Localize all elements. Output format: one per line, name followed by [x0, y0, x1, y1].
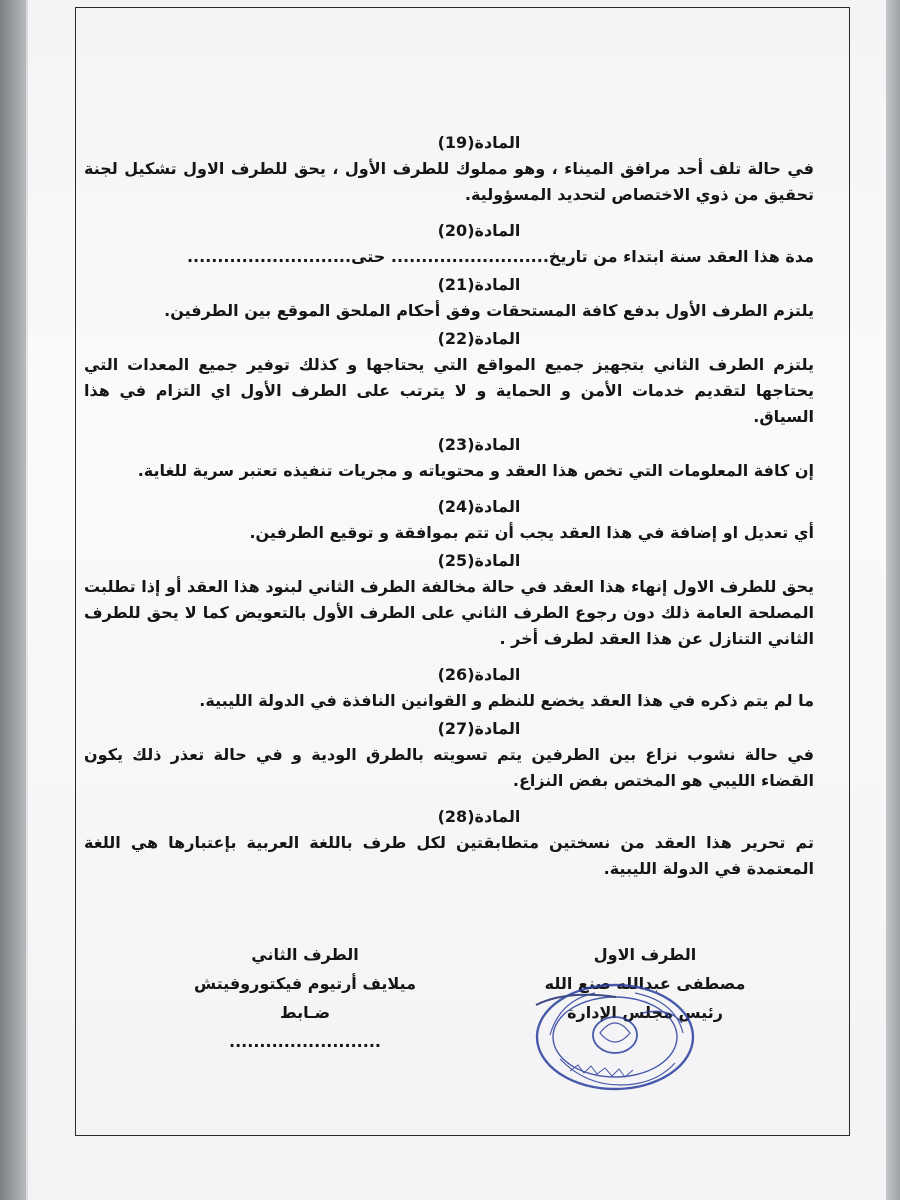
first-party-name: مصطفى عبدالله صنع الله [544, 974, 746, 993]
article-text: ما لم يتم ذكره في هذا العقد يخضع للنظم و القوانين النافذة في الدولة الليبية. [199, 691, 814, 710]
article-text: تم تحرير هذا العقد من نسختين متطابقتين لكل طرف باللغة العربية بإعتبارها هي اللغة المعتمدة في الدولة الليبية. [84, 833, 814, 878]
article-heading: المادة(19) [437, 133, 521, 152]
article-text: يلتزم الطرف الثاني بتجهيز جميع المواقع التي يحتاجها و كذلك توفير جميع المعدات التي يحتاجها لتقديم خدمات الأمن و الحماية و لا يترتب على الطرف الأول اي التزام في هذا السياق. [84, 355, 814, 426]
first-party-title: الطرف الاول [593, 945, 697, 964]
photo-left-shadow [0, 0, 26, 1200]
article-heading: المادة(20) [437, 221, 521, 240]
second-party-rank: ضـابط [279, 1003, 331, 1022]
article-heading: المادة(22) [437, 329, 521, 348]
second-party-signature [190, 940, 420, 1056]
article-text: يلتزم الطرف الأول بدفع كافة المستحقات وفق أحكام الملحق الموقع بين الطرفين. [164, 301, 814, 320]
second-party-signature-line: ......................... [229, 1032, 381, 1051]
article-text: في حالة تلف أحد مرافق الميناء ، وهو مملوك للطرف الأول ، يحق للطرف الاول تشكيل لجنة تحقيق من ذوي الاختصاص لتحديد المسؤولية. [84, 159, 814, 204]
contract-articles [84, 130, 814, 884]
second-party-title: الطرف الثاني [251, 945, 359, 964]
article-text: إن كافة المعلومات التي تخص هذا العقد و محتوياته و مجريات تنفيذه تعتبر سرية للغاية. [137, 461, 814, 480]
article-heading: المادة(28) [437, 807, 521, 826]
article-heading: المادة(27) [437, 719, 521, 738]
article-heading: المادة(21) [437, 275, 521, 294]
article-text: يحق للطرف الاول إنهاء هذا العقد في حالة مخالفة الطرف الثاني لبنود هذا العقد أو إذا تطلبت المصلحة العامة ذلك دون رجوع الطرف الثاني على الطرف الأول بالتعويض كما لا يحق للطرف الثاني التنازل عن هذا العقد لطرف أخر . [84, 577, 814, 648]
article-heading: المادة(23) [437, 435, 521, 454]
article-heading: المادة(24) [437, 497, 521, 516]
article-text: أي تعديل او إضافة في هذا العقد يجب أن تتم بموافقة و توقيع الطرفين. [249, 523, 814, 542]
article-text: في حالة نشوب نزاع بين الطرفين يتم تسويته بالطرق الودية و في حالة تعذر ذلك يكون القضاء الليبي هو المختص بفض النزاع. [84, 745, 814, 790]
article-heading: المادة(26) [437, 665, 521, 684]
second-party-name: ميلايف أرتيوم فيكتوروفيتش [194, 974, 416, 993]
article-heading: المادة(25) [437, 551, 521, 570]
first-party-role: رئيس مجلس الإدارة [567, 1003, 723, 1022]
official-stamp-icon [530, 975, 700, 1095]
article-text: مدة هذا العقد سنة ابتداء من تاريخ.......................... حتى........................... [186, 247, 814, 266]
